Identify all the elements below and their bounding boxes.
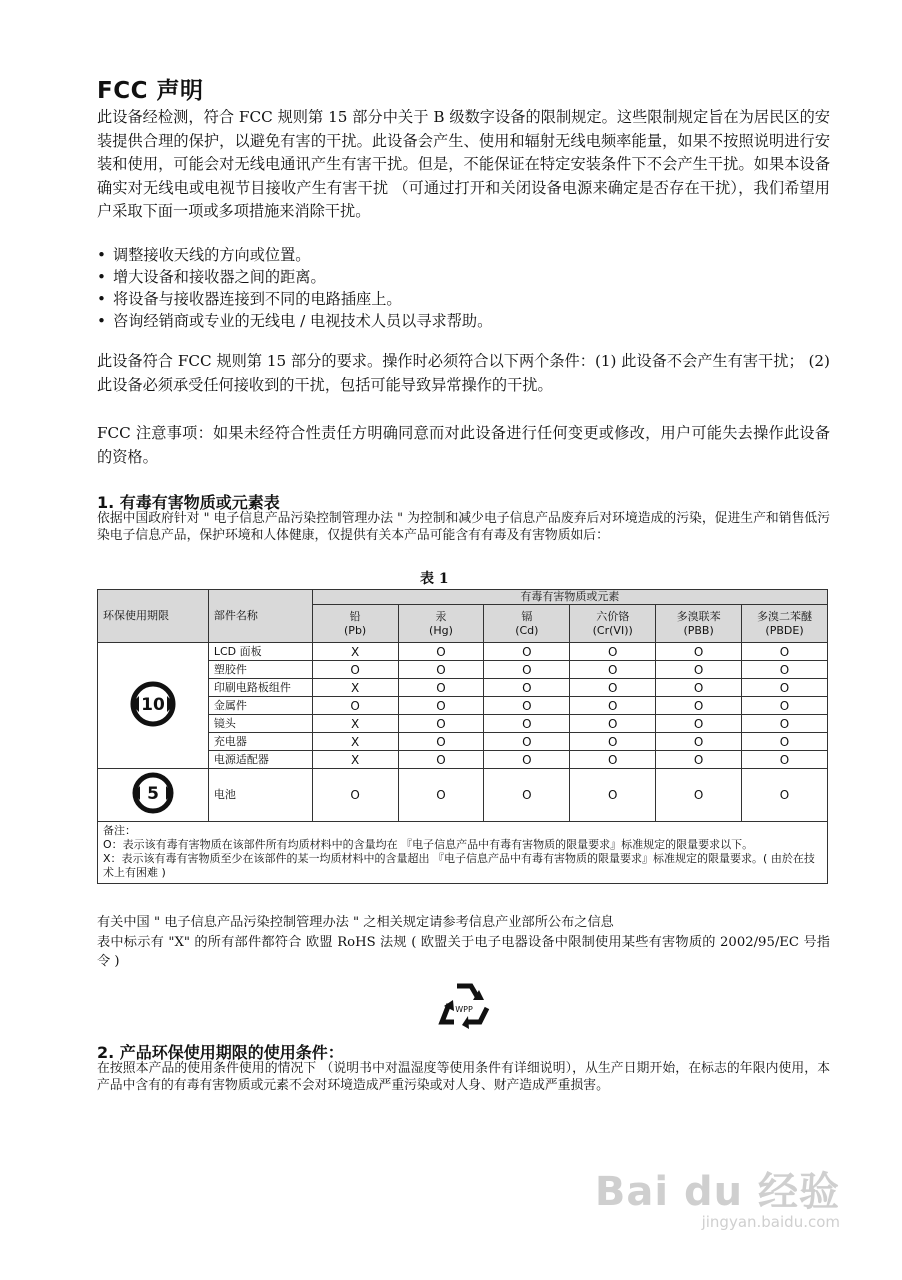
- fcc-paragraph-2: 此设备符合 FCC 规则第 15 部分的要求。操作时必须符合以下两个条件：(1) 此设备不会产生有害干扰； (2) 此设备必须承受任何接收到的干扰，包括可能导致异常操作的干扰。: [97, 352, 830, 394]
- mark-cell: O: [656, 661, 742, 679]
- mark-cell: O: [398, 643, 484, 661]
- mark-cell: O: [570, 643, 656, 661]
- mark-cell: O: [656, 733, 742, 751]
- table-notes: [98, 822, 828, 884]
- mark-cell: O: [742, 715, 828, 733]
- fcc-paragraph-1: 此设备经检测，符合 FCC 规则第 15 部分中关于 B 级数字设备的限制规定。这些限制规定旨在为居民区的安装提供合理的保护，以避免有害的干扰。此设备会产生、使用和辐射无线电频率能量，如果不按照说明进行安装和使用，可能会对无线电通讯产生有害干扰。但是，不能保证在特定安装条件下不会产生干扰。如果本设备确实对无线电或电视节目接收产生有害干扰 （可通过打开和关闭设备电源来确定是否存在干扰），我们希望用户采取下面一项或多项措施来消除干扰。: [97, 108, 830, 220]
- fcc-measures-list: [97, 244, 830, 332]
- mark-cell: O: [656, 643, 742, 661]
- mark-cell: O: [398, 661, 484, 679]
- mark-cell: X: [312, 679, 398, 697]
- part-name: 电源适配器: [208, 751, 312, 769]
- epup-years-label: 5: [147, 784, 159, 804]
- mark-cell: O: [570, 661, 656, 679]
- list-item: • 咨询经销商或专业的无线电 / 电视技术人员以寻求帮助。: [97, 310, 830, 332]
- epup-years-label: 10: [141, 694, 165, 715]
- header-substance: 六价铬 (Cr(VI)): [570, 605, 656, 643]
- mark-cell: O: [656, 751, 742, 769]
- mark-cell: O: [742, 769, 828, 822]
- note-x: X：表示该有毒有害物质至少在该部件的某一均质材料中的含量超出 『电子信息产品中有毒有害物质的限量要求』标准规定的限量要求。( 由於在技术上有困难 ): [103, 852, 815, 879]
- mark-cell: O: [656, 697, 742, 715]
- mark-cell: O: [398, 733, 484, 751]
- watermark: [595, 1160, 840, 1231]
- part-name: 镜头: [208, 715, 312, 733]
- header-substance: 镉 (Cd): [484, 605, 570, 643]
- part-name: 塑胶件: [208, 661, 312, 679]
- header-substance: 铅 (Pb): [312, 605, 398, 643]
- rohs-statement: 表中标示有 "X" 的所有部件都符合 欧盟 RoHS 法规 ( 欧盟关于电子电器设备中限制使用某些有害物质的 2002/95/EC 号指令 ): [97, 935, 830, 969]
- mark-cell: O: [484, 661, 570, 679]
- part-name: 电池: [208, 769, 312, 822]
- header-part: 部件名称: [208, 590, 312, 643]
- mark-cell: O: [742, 751, 828, 769]
- watermark-logo: Bai du 经验: [594, 1169, 840, 1215]
- list-item: • 增大设备和接收器之间的距离。: [97, 266, 830, 288]
- mark-cell: O: [570, 733, 656, 751]
- header-substance: 多溴二苯醚 (PBDE): [742, 605, 828, 643]
- fcc-title: FCC 声明: [97, 78, 204, 104]
- section-2-heading: 2. 产品环保使用期限的使用条件：: [97, 1043, 344, 1062]
- mark-cell: O: [484, 697, 570, 715]
- mark-cell: O: [656, 679, 742, 697]
- header-substance: 多溴联苯 (PBB): [656, 605, 742, 643]
- mark-cell: O: [484, 751, 570, 769]
- mark-cell: O: [656, 769, 742, 822]
- mark-cell: O: [742, 733, 828, 751]
- mark-cell: O: [742, 697, 828, 715]
- epup-10-years-icon: [127, 678, 179, 730]
- section-2-text: 在按照本产品的使用条件使用的情况下 （说明书中对温湿度等使用条件有详细说明），从生产日期开始，在标志的年限内使用，本产品中含有的有毒有害物质或元素不会对环境造成严重污染或对人身、财产造成严重损害。: [97, 1061, 830, 1093]
- mark-cell: O: [570, 679, 656, 697]
- mark-cell: X: [312, 751, 398, 769]
- part-name: 金属件: [208, 697, 312, 715]
- mark-cell: O: [484, 679, 570, 697]
- mark-cell: O: [570, 751, 656, 769]
- mark-cell: O: [484, 733, 570, 751]
- table-caption: 表 1: [420, 571, 449, 587]
- mark-cell: O: [570, 715, 656, 733]
- table-row: [98, 643, 828, 661]
- part-name: 充电器: [208, 733, 312, 751]
- hazardous-substances-table: [97, 589, 828, 884]
- mark-cell: O: [484, 769, 570, 822]
- section-1-intro: 依据中国政府针对 " 电子信息产品污染控制管理办法 " 为控制和减少电子信息产品废弃后对环境造成的污染，促进生产和销售低污染电子信息产品，保护环境和人体健康，仅提供有关本产品可能含有有毒及有害物质如后：: [97, 511, 830, 543]
- mark-cell: O: [312, 661, 398, 679]
- note-o: O：表示该有毒有害物质在该部件所有均质材料中的含量均在 『电子信息产品中有毒有害物质的限量要求』标准规定的限量要求以下。: [103, 838, 754, 851]
- table-header-row: [98, 590, 828, 605]
- epup-5-years-icon: [127, 769, 179, 817]
- epup-logo-cell: [98, 769, 209, 822]
- mark-cell: O: [398, 769, 484, 822]
- table-notes-row: [98, 822, 828, 884]
- header-period: 环保使用期限: [98, 590, 209, 643]
- fcc-paragraph-3: FCC 注意事项：如果未经符合性责任方明确同意而对此设备进行任何变更或修改，用户可能失去操作此设备的资格。: [97, 424, 830, 466]
- mark-cell: O: [398, 679, 484, 697]
- mark-cell: X: [312, 733, 398, 751]
- mark-cell: O: [312, 697, 398, 715]
- section-1-heading: 1. 有毒有害物质或元素表: [97, 493, 280, 512]
- mark-cell: O: [484, 643, 570, 661]
- part-name: 印刷电路板组件: [208, 679, 312, 697]
- list-item: • 将设备与接收器连接到不同的电路插座上。: [97, 288, 830, 310]
- mark-cell: O: [398, 751, 484, 769]
- list-item: • 调整接收天线的方向或位置。: [97, 244, 830, 266]
- watermark-url: jingyan.baidu.com: [701, 1213, 840, 1231]
- notes-label: 备注：: [103, 824, 136, 837]
- mark-cell: X: [312, 715, 398, 733]
- mark-cell: O: [398, 697, 484, 715]
- part-name: LCD 面板: [208, 643, 312, 661]
- mark-cell: O: [742, 679, 828, 697]
- table-row: [98, 769, 828, 822]
- mark-cell: X: [312, 643, 398, 661]
- epup-logo-cell: [98, 643, 209, 769]
- recycle-label: WPP: [455, 1005, 473, 1014]
- mark-cell: O: [656, 715, 742, 733]
- mark-cell: O: [570, 769, 656, 822]
- mark-cell: O: [312, 769, 398, 822]
- mark-cell: O: [398, 715, 484, 733]
- mark-cell: O: [742, 661, 828, 679]
- header-substance-group: 有毒有害物质或元素: [312, 590, 827, 605]
- recycle-wpp-icon: [432, 978, 496, 1034]
- regulation-reference: 有关中国 " 电子信息产品污染控制管理办法 " 之相关规定请参考信息产业部所公布之信息: [97, 915, 614, 930]
- mark-cell: O: [742, 643, 828, 661]
- mark-cell: O: [570, 697, 656, 715]
- mark-cell: O: [484, 715, 570, 733]
- header-substance: 汞 (Hg): [398, 605, 484, 643]
